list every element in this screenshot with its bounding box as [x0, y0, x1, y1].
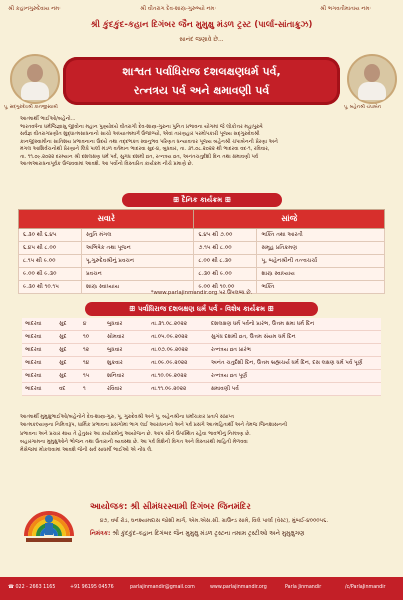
jinmandir-logo: [20, 494, 78, 552]
tithi: ૧૨: [80, 344, 104, 357]
month: ભાદરવા: [22, 357, 56, 370]
tithi: ૧૪: [80, 357, 104, 370]
fortnight: સુદ: [56, 370, 80, 383]
date: તા.૦૯.૦૯.૨૦૨૨: [148, 357, 208, 370]
event: દશલક્ષણ ધર્મ પર્વનો પ્રારંભ, ઉત્તમ ક્ષમા ધર્મ દિન: [208, 318, 381, 331]
table-row: [22, 357, 381, 370]
evening-program: ભક્તિ તથા આરતી: [257, 229, 385, 242]
weekday: શુક્રવાર: [104, 357, 148, 370]
evening-program: શાસ્ત્ર સ્વાધ્યાય: [257, 268, 385, 281]
intro-line: મંગલ આશિર્વચનોથી પ્રેરણાને લિધે પાર્લા મંડળ વર્તમાન ભાદરવા સુદ-૪, બુધવાર, તા. ૩૧.૦૮.૨૦૨૨ થી ભાદરવા વદ-૧, રવિવાર,: [20, 146, 270, 152]
event: રત્નત્રય વ્રત પૂર્ણ: [208, 370, 381, 383]
evening-time: ૭.૧૫ થી ૮.૦૦: [194, 242, 257, 255]
evening-time: ૮.૩૦ થી ૯.૦૦: [194, 268, 257, 281]
salutation-center: શ્રી વીતરાગ દેવ-શાસ્ત્ર-ગુરુભ્યો નમઃ: [140, 6, 217, 12]
website-note: *www.parlajinmandir.org પર ઉપલબ્ધ છે.: [150, 290, 253, 296]
daily-program-title: ꕥ દૈનિક કાર્યક્રમ ꕥ: [122, 193, 282, 207]
fortnight: વદ: [56, 383, 80, 396]
organization-name: શ્રી કુંદકુંદ-કહાન દિગંબર જૈન મુમુક્ષુ મંડળ ટ્રસ્ટ (પાર્લા-સાંતાક્રુઝ): [90, 20, 313, 30]
month: ભાદરવા: [22, 331, 56, 344]
email-link[interactable]: parlajinmandir@gmail.com: [130, 585, 195, 590]
date: તા.૦૫.૦૯.૨૦૨૨: [148, 331, 208, 344]
banner-line-1: શાશ્વત પર્વાધિરાજ દશલક્ષણધર્મ પર્વ,: [122, 65, 281, 78]
intro-line: કાનજીસ્વામીના સાતિશય પ્રભાવનાના ઉદયે તથા તદ્દભક્ત સ્વાનુભવ પરિણત ધન્યાવતાર પૂજ્ય બહેનશ્રી ચંપાબેનની પ્રેરણા અને: [20, 138, 278, 145]
organizer-section: [0, 494, 403, 574]
tithi: ૧૫: [80, 370, 104, 383]
closing-line: આત્મકલ્યાણના નિમિત્તરૂપ, ધાર્મિક પ્રભાવના પ્રસંગોમાં ભાગ લઈ આરાધનાનો અને પર્વ પ્રસંગે આત્મહિતાર્થી અને તેમજ જિનશાસનની: [20, 422, 288, 429]
organizer-address: ૪૭, વર્ષા રોડ, ઘનશ્યામદાસ જોશી માર્ગ, એમ.એસ.સી. ગ્રાઉન્ડ સામે, વિલે પાર્લા (વેસ્ટ), મુંબઈ-૪૦૦૦૫૬.: [100, 518, 329, 524]
portrait-right: [347, 54, 397, 104]
evening-program: સમૂહ પ્રતિક્રમણ: [257, 242, 385, 255]
phone-number[interactable]: ☎ 022 - 2663 1165: [8, 585, 56, 590]
top-salutations: [0, 2, 403, 16]
fortnight: સુદ: [56, 357, 80, 370]
month: ભાદરવા: [22, 344, 56, 357]
daily-schedule-table: [18, 209, 385, 294]
fortnight: સુદ: [56, 344, 80, 357]
event: ક્ષમાવણી પર્વ: [208, 383, 381, 396]
evening-header: સાંજે: [194, 210, 385, 229]
month: ભાદરવા: [22, 383, 56, 396]
evening-program: ભક્તિ: [257, 281, 385, 294]
festival-schedule-table: [22, 318, 381, 396]
morning-program: શાસ્ત્ર સ્વાધ્યાય: [82, 281, 194, 294]
weekday: રવિવાર: [104, 383, 148, 396]
contact-footer: [0, 577, 403, 600]
intro-line: આત્માર્થી ભાઈઓ/બહેનો...: [20, 116, 76, 122]
date: તા.૦૭.૦૯.૨૦૨૨: [148, 344, 208, 357]
portrait-right-caption: પૂ. બહેનશ્રી ચંપાબેન: [344, 105, 381, 110]
closing-text: [20, 413, 383, 454]
intro-text: [20, 116, 383, 169]
date: તા.૧૦.૦૯.૨૦૨૨: [148, 370, 208, 383]
morning-program: પૂ.ગુરુદેવશ્રીનું પ્રવચન: [82, 255, 194, 268]
table-row: [22, 331, 381, 344]
morning-time: ૬.૩૦ થી ૬.૪૫: [19, 229, 82, 242]
month: ભાદરવા: [22, 370, 56, 383]
weekday: બુધવાર: [104, 344, 148, 357]
morning-program: સ્તુતિ મંગલ: [82, 229, 194, 242]
hero-section: [0, 50, 403, 112]
weekday: બુધવાર: [104, 318, 148, 331]
closing-line: પ્રભાવના અને પ્રચાર થાય તે હેતુસર આ કાર્યક્રમોનું આયોજન છે. આપ સૌને ઉપસ્થિત રહેવા ભાવભીનું નિમંત્રણ છે.: [20, 430, 251, 437]
salutation-left: શ્રી કહાનગુરુદેવાય નમઃ: [8, 6, 61, 12]
morning-header: સવારે: [19, 210, 194, 229]
mobile-number[interactable]: +91 96195 04576: [70, 585, 114, 590]
closing-line: મેસેજમાં મોકલવામાં આવશે જેની સર્વ સાધર્મી ભાઈઓ એ નોંધ લે.: [20, 447, 153, 454]
intro-line: તા. ૧૧.૦૯.૨૦૨૨ દરમ્યાન શ્રી દશલક્ષણ ધર્મ પર્વ, સુગંધ દશમી વ્રત, રત્નત્રય વ્રત, અનંતચતુર્દશી દિન તથા ક્ષમાવણી પર્વ: [20, 153, 259, 160]
date: તા.૩૧.૦૮.૨૦૨૨: [148, 318, 208, 331]
table-row: [19, 268, 385, 281]
morning-time: ૬.૪૫ થી ૮.૦૦: [19, 242, 82, 255]
instagram-link[interactable]: /c/ParlaJinmandir: [345, 585, 386, 590]
evening-time: ૬.૪૫ થી ૭.૦૦: [194, 229, 257, 242]
table-row: [19, 255, 385, 268]
evening-time: ૮.૦૦ થી ૮.૩૦: [194, 255, 257, 268]
evening-program: પૂ. બહેનશ્રીની તત્ત્વચર્ચા: [257, 255, 385, 268]
salutation-right: શ્રી ભગવતીમાતાય નમઃ: [320, 6, 371, 12]
intro-line: ભારતવર્ષના ધર્મજિજ્ઞાસુ જીવોના મહાન પુણ્યોદયે વીતરાગી દેવ-શાસ્ત્ર-ગુરુના પુનિત પ્રભાવના યોગમાં જે લોકોત્તર મહાપુરુષે: [20, 123, 263, 130]
event: અનંત ચતુર્દશી દિન, ઉત્તમ બ્રહ્મચર્ય ધર્મ દિન, દસ લક્ષણ ધર્મ પર્વ પૂર્ણ: [208, 357, 381, 370]
table-row: [22, 370, 381, 383]
inviter-text: શ્રી કુંદકુંદ-કહાન દિગંબર જૈન મુમુક્ષુ મંડળ ટ્રસ્ટના તમામ ટ્રસ્ટીઓ અને મુમુક્ષુગણ: [112, 530, 305, 537]
tithi: ૧: [80, 383, 104, 396]
evening-time: ૯.૦૦ થી ૧૦.૦૦: [194, 281, 257, 294]
weekday: શનિવાર: [104, 370, 148, 383]
inviter-label: નિમંત્રક:: [90, 530, 111, 537]
closing-line: બહારગામના મુમુક્ષુઓને ભોજન તથા ઉતારાની વ્યવસ્થા છે. આ પર્વ વિશેની વિગત અને વિસ્તારથી માહિતી મેળવવા: [20, 438, 248, 445]
festival-program-title: ꕥ પર્વાધિરાજ દશલક્ષણ ધર્મ પર્વ - વિશેષ કાર્યક્રમ ꕥ: [85, 302, 318, 316]
portrait-left-caption: પૂ. સદ્ગુરુદેવશ્રી કાનજીસ્વામી: [4, 105, 58, 110]
banner-line-2: રત્નત્રય પર્વ અને ક્ષમાવણી પર્વ: [133, 84, 270, 97]
table-row: [19, 242, 385, 255]
website-link[interactable]: www.parlajinmandir.org: [210, 585, 267, 590]
tithi: ૧૦: [80, 331, 104, 344]
intro-line: સર્વજ્ઞ વીતરાગપ્રણીત શુદ્ધાત્મસાધનાનો સાચો અધ્યાત્મમાર્ગ ઉજાળ્યો, એવાં તારણહાર પરમોપકારી પૂજ્ય સદ્ગુરુદેવશ્રી: [20, 131, 260, 137]
month: ભાદરવા: [22, 318, 56, 331]
morning-program: અભિષેક તથા પૂજન: [82, 242, 194, 255]
event: રત્નત્રય વ્રત પ્રારંભ: [208, 344, 381, 357]
morning-program: પ્રવચન: [82, 268, 194, 281]
table-row: [22, 318, 381, 331]
invite-line: સાનંદ જણાવે છે...: [179, 36, 224, 43]
morning-time: ૯.૦૦ થી ૯.૩૦: [19, 268, 82, 281]
closing-line: આત્માર્થી મુમુક્ષુભાઈઓ/બહેનોને દેવ-શાસ્ત્ર-ગુરુ, પૂ. ગુરુદેવશ્રી અને પૂ. બહેનશ્રીના ધર્માંચકાર પ્રતાપે સંપ્રાપ્ત: [20, 414, 235, 420]
weekday: સોમવાર: [104, 331, 148, 344]
facebook-link[interactable]: Parla Jinmandir: [285, 585, 322, 590]
intro-line: આત્મઆરાધનાપૂર્વક ઉજવવામાં આવશે. આ પર્વોનો વિસ્તારિત કાર્યક્રમ નીચે પ્રમાણે છે.: [20, 161, 194, 167]
inviter: [90, 530, 395, 538]
fortnight: સુદ: [56, 318, 80, 331]
fortnight: સુદ: [56, 331, 80, 344]
portrait-left: [10, 54, 60, 104]
tithi: ૪: [80, 318, 104, 331]
morning-time: ૮.૧૫ થી ૯.૦૦: [19, 255, 82, 268]
table-row: [19, 229, 385, 242]
table-row: [22, 383, 381, 396]
date: તા.૧૧.૦૯.૨૦૨૨: [148, 383, 208, 396]
table-row: [22, 344, 381, 357]
morning-time: ૯.૩૦ થી ૧૦.૧૫: [19, 281, 82, 294]
title-banner: [63, 57, 340, 105]
organizer-name: આયોજક: શ્રી સીમંધરસ્વામી દિગંબર જિનમંદિર: [90, 502, 251, 512]
event: સુગંધ દશમી વ્રત, ઉત્તમ સંયમ ધર્મ દિન: [208, 331, 381, 344]
